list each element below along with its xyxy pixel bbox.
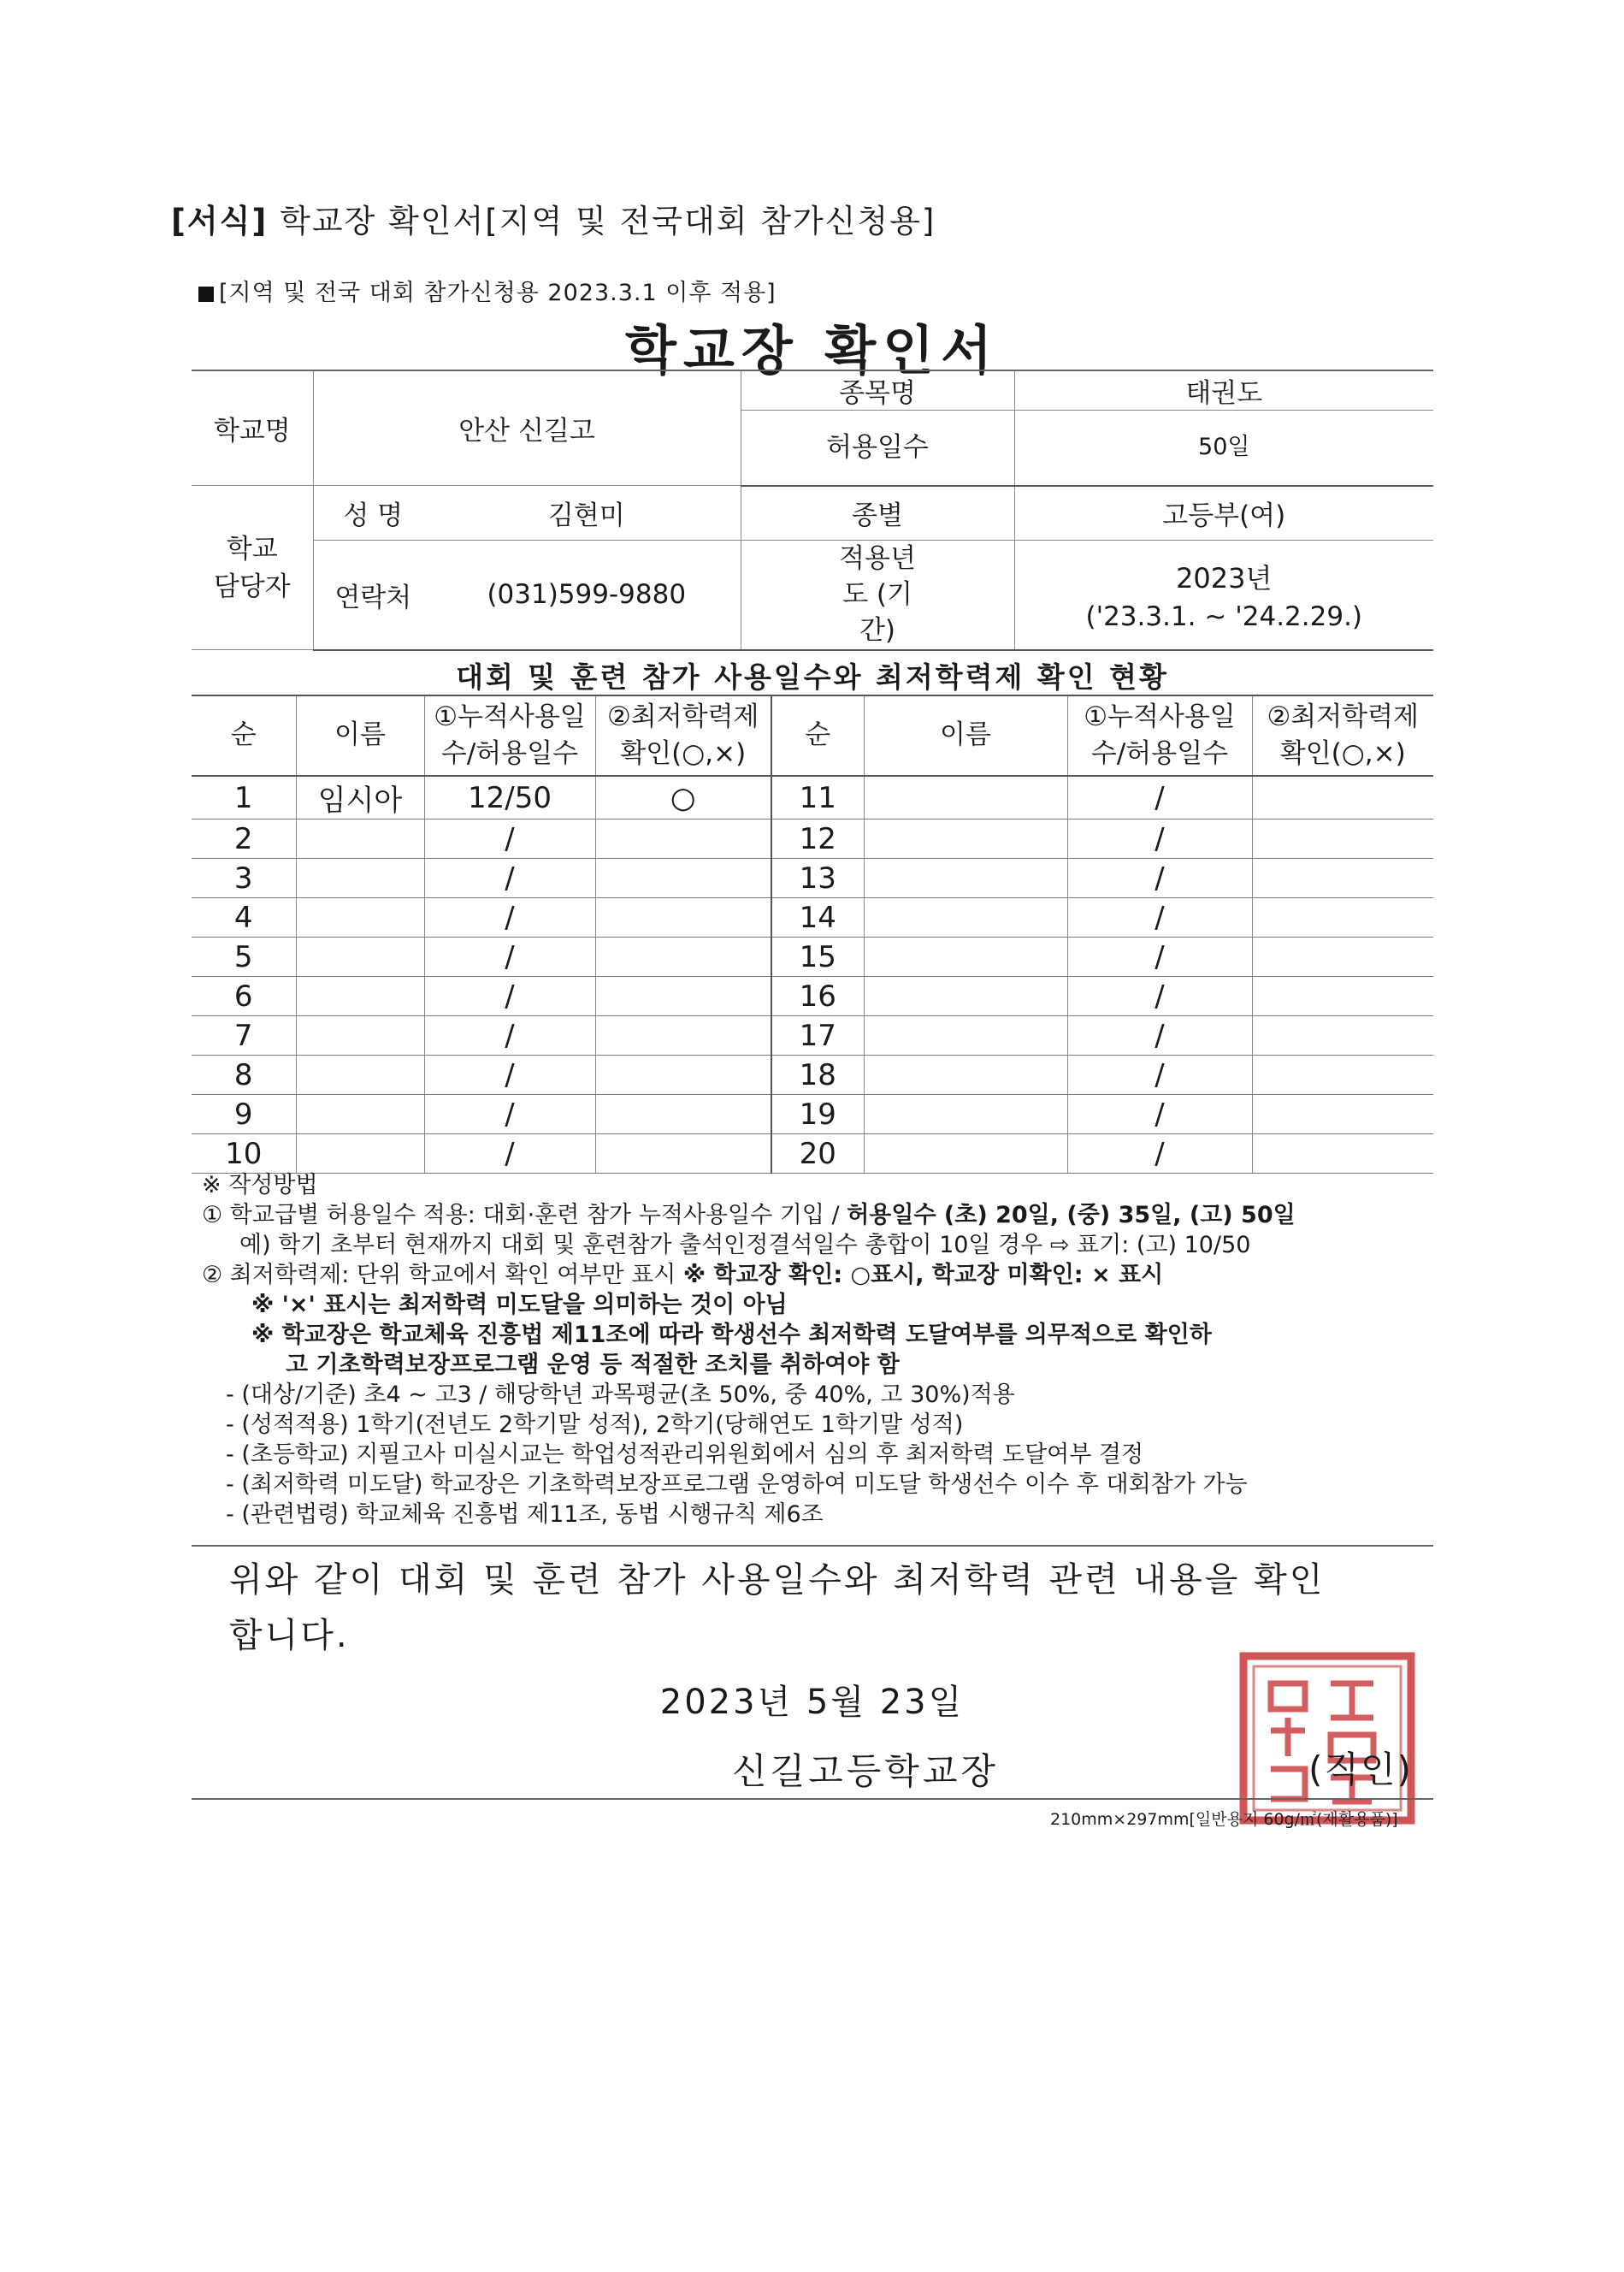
year-label: 적용년도 (기간) <box>741 541 1014 650</box>
row-usage: / <box>1067 1095 1252 1134</box>
row-check <box>1252 977 1433 1016</box>
row-check <box>1252 1095 1433 1134</box>
notes-heading: ※ 작성방법 <box>202 1172 318 1198</box>
row-name <box>296 1056 424 1095</box>
row-usage: / <box>1067 1016 1252 1056</box>
confirmation-line-2: 합니다. <box>229 1616 350 1655</box>
table-row <box>192 938 1433 977</box>
row-name <box>296 898 424 938</box>
row-check <box>595 1134 771 1174</box>
table-row <box>192 1056 1433 1095</box>
row-name <box>864 1095 1067 1134</box>
row-check <box>1252 1134 1433 1174</box>
phone-value: (031)599-9880 <box>433 541 741 650</box>
seal-mark: (직인) <box>1308 1748 1413 1790</box>
row-usage: / <box>424 1016 595 1056</box>
row-no: 2 <box>192 819 296 859</box>
instructions <box>202 1170 1433 1529</box>
status-table <box>192 695 1433 1174</box>
table-row <box>192 859 1433 898</box>
detail-4: - (최저학력 미도달) 학교장은 기초학력보장프로그램 운영하여 미도달 학생선수 이수 후 대회참가 가능 <box>226 1471 1248 1498</box>
row-no: 7 <box>192 1016 296 1056</box>
row-name <box>296 1095 424 1134</box>
row-no: 16 <box>771 977 864 1016</box>
row-no: 12 <box>771 819 864 859</box>
table-row <box>192 898 1433 938</box>
header-check-right: ②최저학력제 확인(○,×) <box>1252 695 1433 776</box>
row-name <box>864 819 1067 859</box>
note-4-cont: 고 기초학력보장프로그램 운영 등 적절한 조치를 취하여야 함 <box>286 1352 900 1378</box>
row-name <box>864 938 1067 977</box>
header-name-left: 이름 <box>296 695 424 776</box>
row-check <box>1252 859 1433 898</box>
row-name <box>296 938 424 977</box>
row-check <box>1252 819 1433 859</box>
header-name-right: 이름 <box>864 695 1067 776</box>
divider-top <box>192 1545 1433 1547</box>
confirmation-line-1: 위와 같이 대회 및 훈련 참가 사용일수와 최저학력 관련 내용을 확인 <box>229 1560 1326 1600</box>
row-no: 19 <box>771 1095 864 1134</box>
header-check-left: ②최저학력제 확인(○,×) <box>595 695 771 776</box>
table-row <box>192 977 1433 1016</box>
contact-person-label: 학교 담당자 <box>192 486 313 650</box>
row-no: 8 <box>192 1056 296 1095</box>
row-no: 6 <box>192 977 296 1016</box>
info-table <box>192 370 1433 651</box>
row-usage: / <box>1067 977 1252 1016</box>
divider-bottom <box>192 1798 1433 1800</box>
subheader-text: [지역 및 전국 대회 참가신청용 2023.3.1 이후 적용] <box>219 280 777 306</box>
table-row <box>192 1016 1433 1056</box>
row-no: 4 <box>192 898 296 938</box>
period-value: ('23.3.1. ~ '24.2.29.) <box>1085 601 1363 633</box>
header-no-right: 순 <box>771 695 864 776</box>
row-check: ○ <box>595 776 771 819</box>
row-check <box>1252 1016 1433 1056</box>
row-no: 1 <box>192 776 296 819</box>
sport-label: 종목명 <box>741 370 1014 411</box>
square-bullet-icon <box>198 287 214 302</box>
row-no: 15 <box>771 938 864 977</box>
row-name <box>296 859 424 898</box>
row-check <box>1252 776 1433 819</box>
detail-2: - (성적적용) 1학기(전년도 2학기말 성적), 2학기(당해연도 1학기말 성적) <box>226 1411 964 1438</box>
paper-spec: 210mm×297mm[일반용지 60g/㎡(재활용품)] <box>1050 1810 1398 1829</box>
row-usage: / <box>1067 1056 1252 1095</box>
row-name: 임시아 <box>296 776 424 819</box>
row-usage: / <box>424 1056 595 1095</box>
row-name <box>864 776 1067 819</box>
row-check <box>595 859 771 898</box>
row-no: 3 <box>192 859 296 898</box>
row-usage: / <box>1067 1134 1252 1174</box>
row-check <box>1252 898 1433 938</box>
row-check <box>595 1016 771 1056</box>
note-4: ※ 학교장은 학교체육 진흥법 제11조에 따라 학생선수 최저학력 도달여부를 의무적으로 확인하 <box>251 1322 1212 1348</box>
row-usage: / <box>424 938 595 977</box>
row-usage: / <box>424 1095 595 1134</box>
category-value: 고등부(여) <box>1014 486 1433 541</box>
year-value: 2023년 <box>1176 562 1273 595</box>
row-check <box>1252 1056 1433 1095</box>
note-2: ② 최저학력제: 단위 학교에서 확인 여부만 표시 ※ 학교장 확인: ○표시, 학교장 미확인: × 표시 <box>202 1262 1164 1288</box>
row-check <box>595 938 771 977</box>
row-no: 9 <box>192 1095 296 1134</box>
row-check <box>595 1095 771 1134</box>
form-label-text: 학교장 확인서[지역 및 전국대회 참가신청용] <box>268 203 936 240</box>
row-name <box>864 859 1067 898</box>
row-usage: / <box>424 859 595 898</box>
table-row <box>192 776 1433 819</box>
row-name <box>296 1134 424 1174</box>
status-title: 대회 및 훈련 참가 사용일수와 최저학력제 확인 현황 <box>456 660 1169 694</box>
row-usage: / <box>1067 859 1252 898</box>
row-no: 10 <box>192 1134 296 1174</box>
row-usage: / <box>424 898 595 938</box>
school-name-value: 안산 신길고 <box>313 370 741 486</box>
form-label-bracket: [서식] <box>171 203 269 240</box>
row-usage: / <box>1067 898 1252 938</box>
row-usage: / <box>1067 776 1252 819</box>
row-check <box>1252 938 1433 977</box>
principal-signature: 신길고등학교장 <box>732 1750 1000 1792</box>
row-name <box>296 977 424 1016</box>
form-label <box>171 195 936 241</box>
sport-value: 태권도 <box>1014 370 1433 411</box>
name-value: 김현미 <box>433 486 741 541</box>
row-usage: / <box>424 819 595 859</box>
allowed-days-label: 허용일수 <box>741 411 1014 486</box>
row-name <box>864 898 1067 938</box>
category-label: 종별 <box>741 486 1014 541</box>
row-no: 11 <box>771 776 864 819</box>
year-value-cell <box>1014 541 1433 650</box>
phone-label: 연락처 <box>313 541 433 650</box>
official-seal-stamp <box>1237 1649 1418 1827</box>
row-usage: 12/50 <box>424 776 595 819</box>
row-usage: / <box>424 1134 595 1174</box>
row-no: 14 <box>771 898 864 938</box>
row-usage: / <box>1067 938 1252 977</box>
row-name <box>296 1016 424 1056</box>
row-usage: / <box>1067 819 1252 859</box>
name-label: 성 명 <box>313 486 433 541</box>
header-no-left: 순 <box>192 695 296 776</box>
table-row <box>192 819 1433 859</box>
note-1: ① 학교급별 허용일수 적용: 대회·훈련 참가 누적사용일수 기입 / 허용일수 (초) 20일, (중) 35일, (고) 50일 <box>202 1202 1296 1228</box>
row-name <box>864 1134 1067 1174</box>
row-check <box>595 1056 771 1095</box>
header-usage-right: ①누적사용일수/허용일수 <box>1067 695 1252 776</box>
detail-1: - (대상/기준) 초4 ~ 고3 / 해당학년 과목평균(초 50%, 중 40%, 고 30%)적용 <box>226 1382 1015 1408</box>
row-no: 17 <box>771 1016 864 1056</box>
header-usage-left: ①누적사용일수/허용일수 <box>424 695 595 776</box>
row-no: 13 <box>771 859 864 898</box>
issue-date: 2023년 5월 23일 <box>659 1683 965 1722</box>
row-check <box>595 898 771 938</box>
row-no: 20 <box>771 1134 864 1174</box>
table-row <box>192 1095 1433 1134</box>
confirmation-statement <box>229 1553 1325 1664</box>
row-check <box>595 819 771 859</box>
row-name <box>864 1016 1067 1056</box>
note-3: ※ '×' 표시는 최저학력 미도달을 의미하는 것이 아님 <box>251 1292 788 1318</box>
row-name <box>864 1056 1067 1095</box>
row-no: 18 <box>771 1056 864 1095</box>
subheader <box>198 274 777 307</box>
note-1-example: 예) 학기 초부터 현재까지 대회 및 훈련참가 출석인정결석일수 총합이 10일 경우 ⇨ 표기: (고) 10/50 <box>239 1232 1251 1258</box>
detail-3: - (초등학교) 지필고사 미실시교는 학업성적관리위원회에서 심의 후 최저학력 도달여부 결정 <box>226 1441 1144 1468</box>
school-name-label: 학교명 <box>192 370 313 486</box>
row-check <box>595 977 771 1016</box>
table-row <box>192 1134 1433 1174</box>
status-header-row <box>192 695 1433 776</box>
detail-5: - (관련법령) 학교체육 진흥법 제11조, 동법 시행규칙 제6조 <box>226 1501 824 1528</box>
row-name <box>864 977 1067 1016</box>
allowed-days-value: 50일 <box>1014 411 1433 486</box>
row-no: 5 <box>192 938 296 977</box>
row-usage: / <box>424 977 595 1016</box>
document-title: 학교장 확인서 <box>625 319 999 382</box>
row-name <box>296 819 424 859</box>
